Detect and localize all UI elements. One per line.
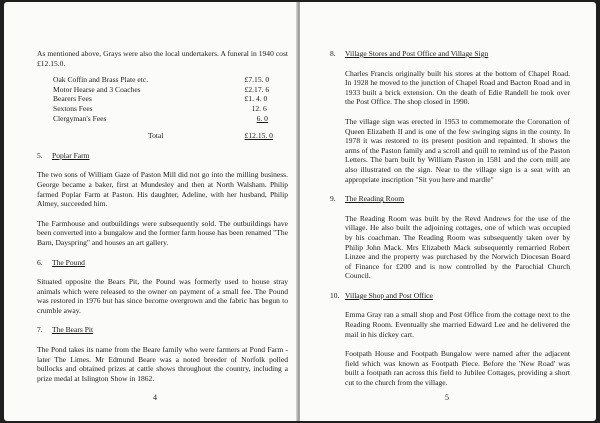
section-title: Village Shop and Post Office [345,290,433,300]
section-title: The Bears Pit [52,325,94,335]
cost-item: Sextons Fees [53,103,93,113]
funeral-intro: As mentioned above, Grays were also the local undertakers. A funeral in 1940 cost £12.15.0. [37,49,288,68]
right-page [300,2,596,421]
section-heading [37,258,288,268]
section-number: 6. [37,257,43,267]
section-title: Village Stores and Post Office and Village Sign [345,49,489,58]
cost-item: Oak Coffin and Brass Plate etc. [53,75,149,85]
cost-row [53,94,288,104]
page-number: 4 [153,393,157,403]
cost-row [53,104,288,114]
section-number: 5. [37,150,43,160]
paragraph: The Reading Room was built by the Revd Andrews for the use of the village. He also built the adjoining cottages, one of which was occupied by his coachman. The Reading Room was subsequently taken over by Philip John Mack. Mrs Elizabeth Mack subsequently remarried Robert Linzee and the property was purchased by the Norwich Diocesan Board of Finance for £200 and is now controlled by the Parochial Church Council. [345,213,570,281]
section-heading [37,151,288,161]
total-label: Total [148,131,164,141]
cost-amount: £2.17. 6 [244,84,270,94]
section-title: The Reading Room [345,194,405,204]
section-heading [330,291,570,301]
section-heading [330,49,570,59]
cost-total-row [53,131,288,141]
cost-item: Clergyman's Fees [53,113,107,123]
cost-row [53,85,288,95]
cost-amount: £1. 4. 0 [244,94,268,104]
cost-amount: £7.15. 0 [244,75,270,85]
section-heading [37,325,288,335]
section-number: 9. [330,194,336,204]
section-number: 8. [330,49,336,58]
cost-row [53,75,288,85]
section-heading [330,194,570,204]
paragraph: Emma Gray ran a small shop and Post Office from the cottage next to the Reading Room. Eventually she married Edward Lee and he delivered the mail in his dickey cart. [345,310,570,339]
paragraph: The village sign was erected in 1953 to commemorate the Coronation of Queen Elizabeth II and is one of the few swinging signs in the county. In 1978 it was restored to its present position and repainted. It shows the arms of the Paston family and a scroll and quill to remind us of the Paston Letters. The barn built by William Paston in 1581 and the corn mill are also illustrated on the sign. Near to the village sign is a seat with an appropriate inscription "Sit you here and mardle" [345,116,570,184]
section-number: 7. [37,325,43,335]
cost-amount: 12. 6 [251,103,267,113]
paragraph: The two sons of William Gaze of Paston Mill did not go into the milling business. George became a baker, first at Mundesley and then at North Walsham. Philip farmed Poplar Farm at Paston. His daughter, Adeline, with her husband, Philip Almey, succeeded him. [37,170,288,209]
cost-item: Motor Hearse and 3 Coaches [53,84,141,94]
section-title: Poplar Farm [52,150,90,160]
paragraph: The Pond takes its name from the Beare family who were farmers at Pond Farm - later The Limes. Mr Edmund Beare was a noted breeder of Norfolk polled bullocks and obtained prizes at cattle shows throughout the country, including a prize medal at Islington Show in 1862. [37,345,288,383]
paragraph: Situated opposite the Bears Pit, the Pound was formerly used to house stray animals which were released to the owner on payment of a small fee. The Pound was restored in 1976 but has since become overgrown and the fabric has begun to crumble away. [37,277,288,315]
section-title: The Pound [52,257,85,267]
funeral-cost-table [53,75,288,141]
left-page [4,2,298,421]
cost-row [53,114,288,124]
cost-item: Bearers Fees [53,94,92,104]
total-amount: £12.15. 0 [244,131,273,141]
cost-amount: 6. 0 [256,113,268,123]
paragraph: Charles Francis originally built his stores at the bottom of Chapel Road. In 1928 he moved to the junction of Chapel Road and Bacton Road and in 1933 built a brick extension. On the death of Edie Randell he took over the Post Office. The shop closed in 1990. [345,68,570,107]
section-number: 10. [330,290,340,300]
page-number: 5 [445,393,449,403]
paragraph: The Farmhouse and outbuildings were subsequently sold. The outbuildings have been converted into a bungalow and the former farm house has been renamed "The Barn, Dayspring" and houses an art gallery. [37,218,288,247]
paragraph: Footpath House and Footpath Bungalow were named after the adjacent field which was known as Footpath Piece. Before the 'New Road' was built a footpath ran across this field to Jubilee Cottages, providing a short cut to the church from the village. [345,349,570,388]
